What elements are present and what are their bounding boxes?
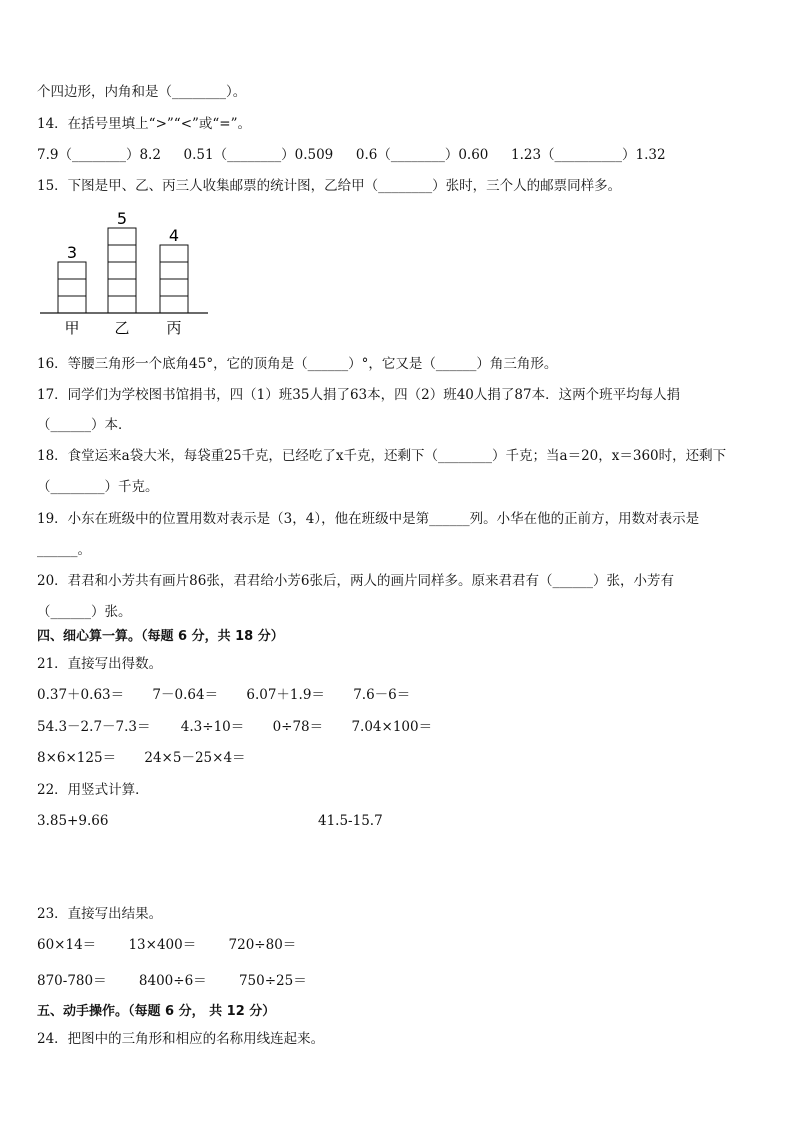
q21-r1-1: 0.37＋0.63＝ <box>37 687 125 703</box>
q21-row-3 <box>37 749 246 767</box>
bar-unit-2-2 <box>108 279 136 296</box>
question-18-line-1: 18．食堂运来a袋大米，每袋重25千克，已经吃了x千克，还剩下（________）千克；当a＝20，x＝360时，还剩下 <box>37 448 727 464</box>
bar-unit-3-2 <box>160 279 188 296</box>
category-label-2: 乙 <box>114 319 130 337</box>
q21-row-2 <box>37 718 432 736</box>
data-label-2: 5 <box>116 209 128 228</box>
q23-row-2 <box>37 972 307 990</box>
q23-row-1 <box>37 936 296 954</box>
q23-r2-2: 8400÷6＝ <box>138 973 207 989</box>
q21-r1-2: 7－0.64＝ <box>152 687 219 703</box>
q21-r2-4: 7.04×100＝ <box>351 719 433 735</box>
question-15: 15．下图是甲、乙、丙三人收集邮票的统计图，乙给甲（________）张时，三个人的邮票同样多。 <box>37 178 622 194</box>
category-label-3: 丙 <box>166 319 182 337</box>
question-17-line-2: （______）本． <box>37 417 132 433</box>
q21-r1-3: 6.07＋1.9＝ <box>246 687 325 703</box>
question-19-line-1: 19．小东在班级中的位置用数对表示是（3，4），他在班级中是第______列。小华在他的正前方，用数对表示是 <box>37 511 700 527</box>
bar-unit-2-4 <box>108 245 136 262</box>
q21-r3-2: 24×5－25×4＝ <box>144 750 246 766</box>
category-label-1: 甲 <box>64 319 80 337</box>
section-4-heading: 四、细心算一算。（每题 6 分，共 18 分） <box>37 629 284 644</box>
question-23: 23．直接写出结果。 <box>37 906 163 922</box>
q14-item-4: 1.23（__________）1.32 <box>510 147 666 163</box>
q23-r2-1: 870-780＝ <box>37 973 107 989</box>
bar-unit-2-5 <box>108 228 136 245</box>
bar-unit-3-4 <box>160 245 188 262</box>
question-14: 14．在括号里填上“>”“<”或“=”。 <box>37 116 252 132</box>
q22-item-2: 41.5-15.7 <box>318 813 383 829</box>
question-16: 16．等腰三角形一个底角45°，它的顶角是（______）°，它又是（______）角三角形。 <box>37 356 558 372</box>
question-14-items <box>37 146 666 164</box>
section-5-heading: 五、动手操作。（每题 6 分， 共 12 分） <box>37 1004 276 1019</box>
q22-item-1: 3.85+9.66 <box>37 813 109 829</box>
bar-unit-1-3 <box>58 262 86 279</box>
q21-r2-3: 0÷78＝ <box>272 719 324 735</box>
question-21: 21．直接写出得数。 <box>37 656 163 672</box>
bar-unit-2-1 <box>108 296 136 313</box>
q23-r1-3: 720÷80＝ <box>228 937 297 953</box>
bar-unit-2-3 <box>108 262 136 279</box>
q21-r2-1: 54.3－2.7－7.3＝ <box>37 719 151 735</box>
bar-unit-1-1 <box>58 296 86 313</box>
q21-r3-1: 8×6×125＝ <box>37 750 117 766</box>
line-13-continuation: 个四边形，内角和是（________）。 <box>37 84 247 100</box>
question-17-line-1: 17．同学们为学校图书馆捐书，四（1）班35人捐了63本，四（2）班40人捐了87本．这两个班平均每人捐 <box>37 387 681 403</box>
q23-r1-1: 60×14＝ <box>37 937 97 953</box>
data-label-3: 4 <box>168 226 180 245</box>
question-18-line-2: （________）千克。 <box>37 479 159 495</box>
q14-item-2: 0.51（________）0.509 <box>183 147 334 163</box>
question-19-line-2: ______。 <box>37 542 91 558</box>
q23-r1-2: 13×400＝ <box>128 937 197 953</box>
stamp-chart <box>40 205 220 340</box>
bar-unit-3-1 <box>160 296 188 313</box>
bar-unit-1-2 <box>58 279 86 296</box>
q21-r1-4: 7.6－6＝ <box>353 687 411 703</box>
q21-r2-2: 4.3÷10＝ <box>180 719 245 735</box>
question-24: 24．把图中的三角形和相应的名称用线连起来。 <box>37 1031 325 1047</box>
question-20-line-1: 20．君君和小芳共有画片86张，君君给小芳6张后，两人的画片同样多。原来君君有（______）张，小芳有 <box>37 573 674 589</box>
q14-item-3: 0.6（________）0.60 <box>355 147 489 163</box>
data-label-1: 3 <box>66 243 78 262</box>
question-20-line-2: （______）张。 <box>37 604 132 620</box>
question-22: 22．用竖式计算． <box>37 782 149 798</box>
q14-item-1: 7.9（________）8.2 <box>37 147 161 163</box>
bar-unit-3-3 <box>160 262 188 279</box>
q21-row-1 <box>37 686 410 704</box>
q23-r2-3: 750÷25＝ <box>238 973 307 989</box>
